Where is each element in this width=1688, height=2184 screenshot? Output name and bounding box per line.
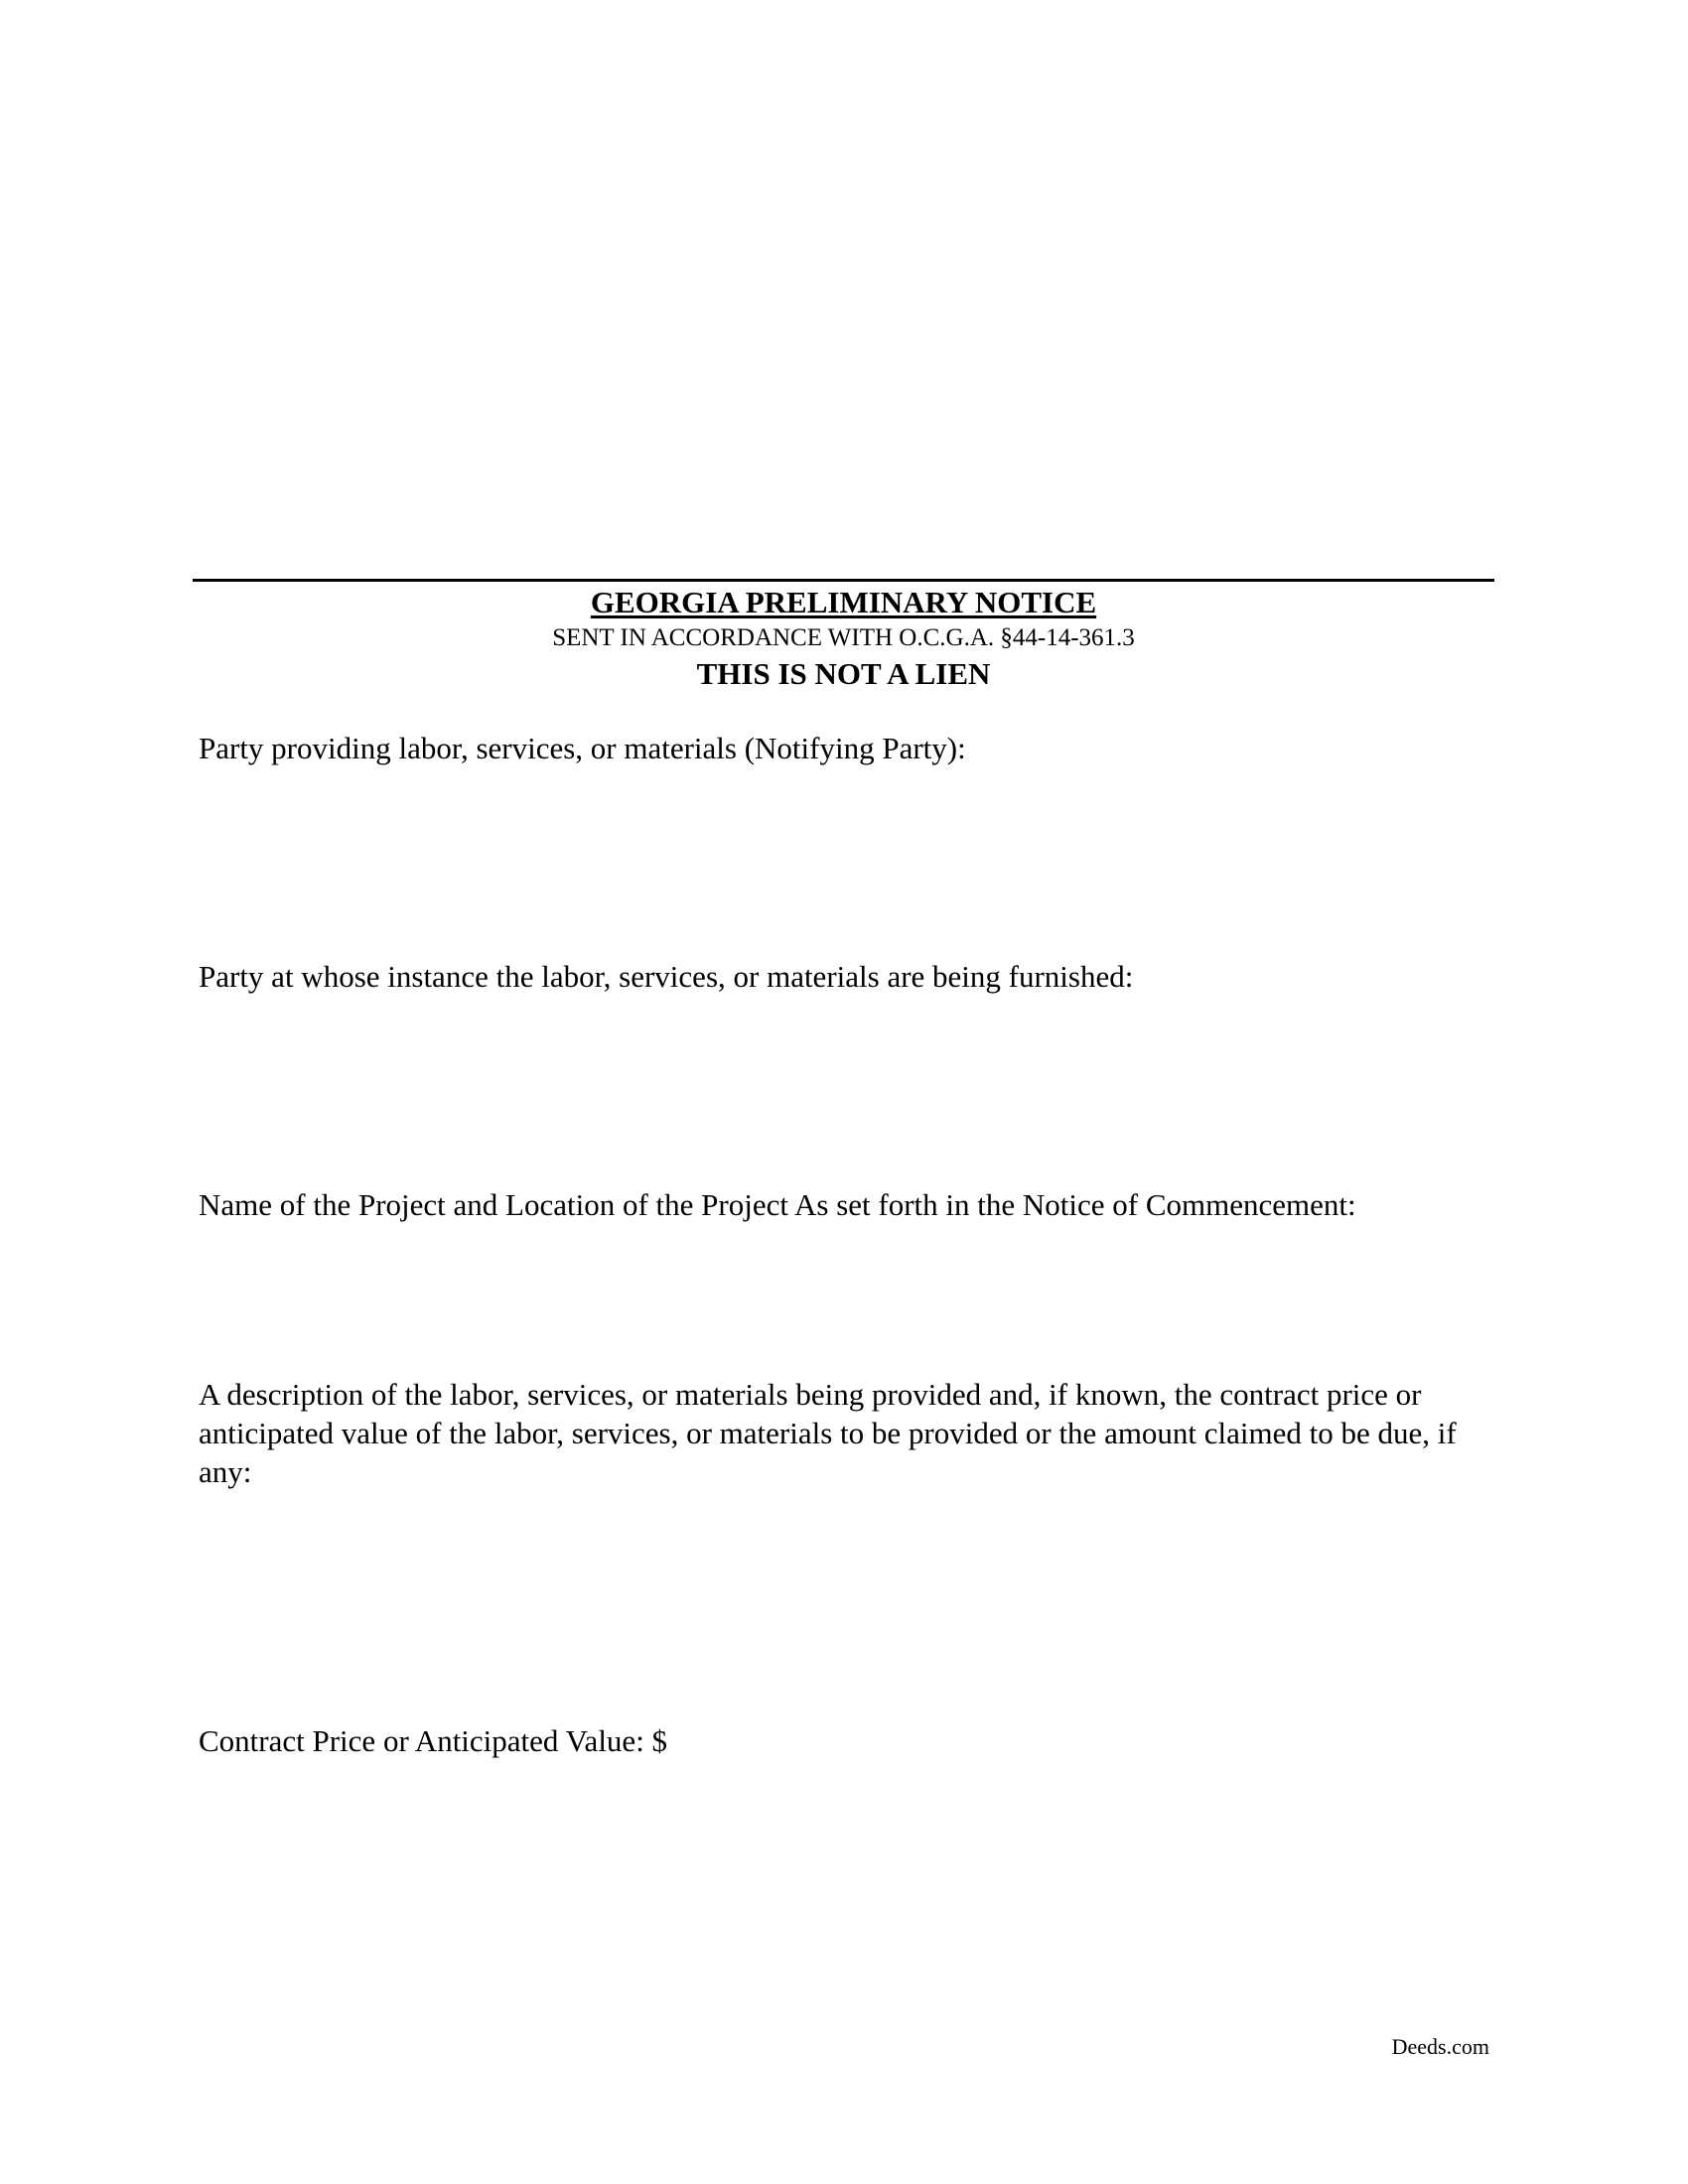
footer-brand: Deeds.com — [1391, 2034, 1489, 2059]
top-divider — [193, 579, 1494, 582]
document-title: GEORGIA PRELIMINARY NOTICE — [590, 585, 1097, 619]
not-a-lien-notice: THIS IS NOT A LIEN — [696, 656, 991, 691]
instance-party-label: Party at whose instance the labor, services, or materials are being furnished: — [199, 959, 1134, 994]
statute-reference: SENT IN ACCORDANCE WITH O.C.G.A. §44-14-361.3 — [552, 624, 1135, 651]
notifying-party-label: Party providing labor, services, or materials (Notifying Party): — [199, 731, 966, 765]
project-name-location-label: Name of the Project and Location of the Project As set forth in the Notice of Commencement: — [199, 1187, 1356, 1222]
description-label: A description of the labor, services, or materials being provided and, if known, the contract price or anticipated value of the labor, services, or materials to be provided or the amount claimed to be due, if any: — [199, 1377, 1457, 1489]
contract-price-label: Contract Price or Anticipated Value: $ — [199, 1723, 668, 1758]
